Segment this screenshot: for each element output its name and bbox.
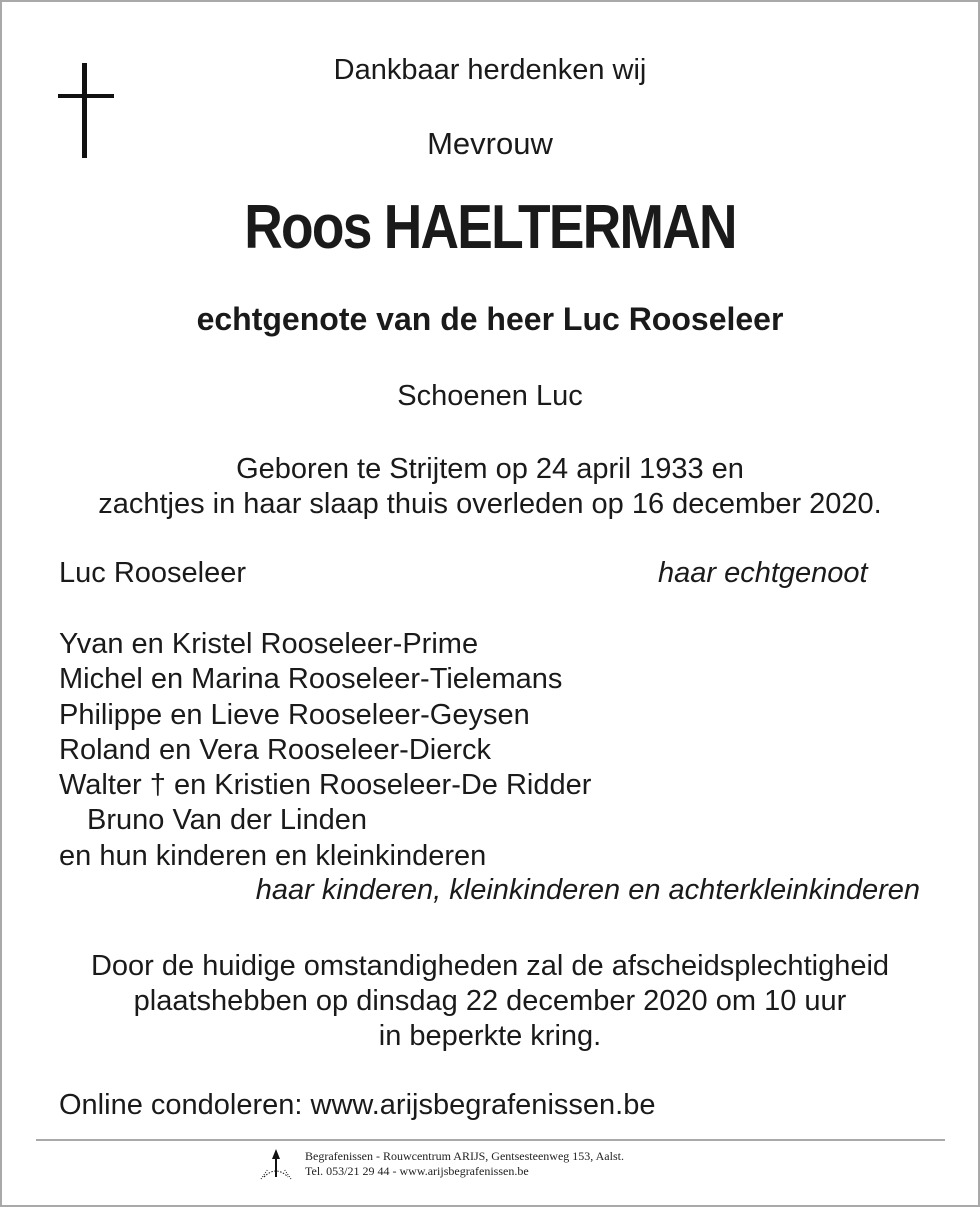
list-item: Yvan en Kristel Rooseleer-Prime [59,628,479,660]
deceased-name: Roos HAELTERMAN [244,193,736,262]
death-line: zachtjes in haar slaap thuis overleden op 16 december 2020. [98,488,882,520]
footer-contact: Tel. 053/21 29 44 - www.arijsbegrafenissen.be [305,1164,529,1178]
honorific: Mevrouw [427,126,553,161]
family-role: haar kinderen, kleinkinderen en achterkleinkinderen [255,874,920,906]
ceremony-info [0,949,980,1054]
list-item: Roland en Vera Rooseleer-Dierck [59,733,491,766]
ceremony-line: Door de huidige omstandigheden zal de afscheidsplechtigheid [90,950,890,982]
list-item: Philippe en Lieve Rooseleer-Geysen [59,698,530,731]
condolence-link[interactable]: Online condoleren: www.arijsbegrafenissen.be [59,1089,656,1121]
list-item: Michel en Marina Rooseleer-Tielemans [59,663,563,696]
husband-name: Luc Rooseleer [59,557,246,589]
family-list [59,627,591,874]
nickname: Schoenen Luc [397,380,583,412]
husband-role: haar echtgenoot [658,557,868,589]
footer-divider [36,1139,945,1141]
birth-death-dates [0,452,980,522]
ceremony-line: plaatshebben op dinsdag 22 december 2020 om 10 uur [133,985,847,1017]
footer-address: Begrafenissen - Rouwcentrum ARIJS, Gentsesteenweg 153, Aalst. [305,1149,624,1163]
list-item: en hun kinderen en kleinkinderen [59,839,487,872]
funeral-home-logo-icon [258,1147,294,1181]
list-item: Bruno Van der Linden [87,804,368,837]
birth-line: Geboren te Strijtem op 24 april 1933 en [236,453,744,485]
ceremony-line: in beperkte kring. [378,1020,602,1052]
intro-text: Dankbaar herdenken wij [333,54,647,86]
funeral-home-info [305,1149,624,1179]
spouse-line: echtgenote van de heer Luc Rooseleer [196,301,784,337]
list-item: Walter † en Kristien Rooseleer-De Ridder [59,769,592,802]
